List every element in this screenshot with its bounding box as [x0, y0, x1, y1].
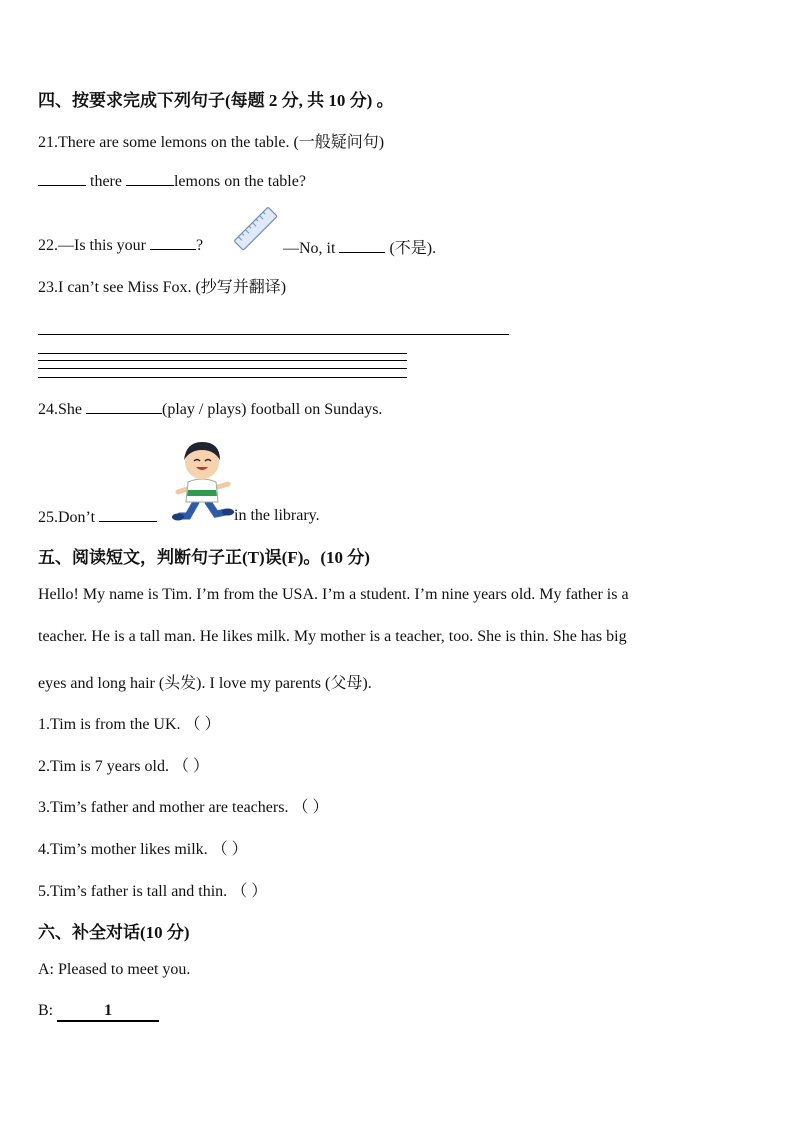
question-21-number: 21.	[38, 134, 58, 151]
writing-line	[38, 368, 407, 369]
blank[interactable]	[150, 235, 196, 250]
question-21-answer	[38, 171, 306, 191]
tf-item-text: 4.Tim’s mother likes milk.	[38, 841, 208, 858]
answer-word: there	[90, 173, 122, 190]
answer-parentheses[interactable]: （ ）	[184, 716, 221, 733]
tf-item-text: 3.Tim’s father and mother are teachers.	[38, 799, 289, 816]
blank[interactable]	[126, 171, 174, 186]
question-22-mid: —No, it	[283, 240, 336, 257]
blank[interactable]	[99, 507, 157, 522]
question-25	[38, 507, 157, 527]
tf-item	[38, 878, 267, 901]
section-6-heading: 六、补全对话(10 分)	[38, 923, 190, 942]
tf-item	[38, 753, 209, 776]
answer-parentheses[interactable]: （ ）	[211, 841, 248, 858]
passage-line: teacher. He is a tall man. He likes milk. My mother is a teacher, too. She is thin. She has big	[38, 628, 627, 645]
passage-line: eyes and long hair (头发). I love my parents (父母).	[38, 675, 372, 692]
question-24-suffix: (play / plays) football on Sundays.	[162, 401, 383, 418]
answer-parentheses[interactable]: （ ）	[231, 883, 268, 900]
dialogue-line-b	[38, 1002, 159, 1022]
writing-line	[38, 377, 407, 378]
dialogue-line-a: A: Pleased to meet you.	[38, 961, 191, 978]
tf-item	[38, 711, 221, 734]
passage-line: Hello! My name is Tim. I’m from the USA. I’m a student. I’m nine years old. My father is a	[38, 586, 629, 603]
tf-item-text: 2.Tim is 7 years old.	[38, 758, 169, 775]
question-25-suffix: in the library.	[234, 507, 320, 524]
question-24	[38, 399, 382, 419]
blank[interactable]	[86, 399, 162, 414]
answer-line	[38, 334, 509, 335]
question-mark: ?	[196, 237, 204, 254]
question-23: 23.I can’t see Miss Fox. (抄写并翻译)	[38, 279, 287, 296]
tf-item-text: 5.Tim’s father is tall and thin.	[38, 883, 228, 900]
question-24-prefix: 24.She	[38, 401, 82, 418]
question-22-end: (不是).	[389, 240, 437, 257]
question-25-prefix: 25.Don’t	[38, 509, 96, 526]
question-21	[38, 129, 384, 152]
tf-item-text: 1.Tim is from the UK.	[38, 716, 181, 733]
blank[interactable]	[339, 238, 385, 253]
answer-parentheses[interactable]: （ ）	[292, 799, 329, 816]
dialogue-blank[interactable]	[57, 1002, 159, 1022]
question-21-text: There are some lemons on the table. (一般疑问句)	[58, 134, 385, 151]
section-5-heading: 五、阅读短文，判断句子正(T)误(F)。(10 分)	[38, 548, 370, 567]
blank[interactable]	[38, 171, 86, 186]
section-4-heading: 四、按要求完成下列句子(每题 2 分, 共 10 分) 。	[38, 91, 394, 110]
answer-word: lemons on the table?	[173, 173, 306, 190]
ruler-icon	[230, 204, 282, 254]
writing-line	[38, 360, 407, 361]
blank-number: 1	[104, 1002, 113, 1019]
writing-line	[38, 353, 407, 354]
speaker-label: B:	[38, 1002, 54, 1019]
question-22-response	[283, 235, 436, 258]
running-boy-icon	[166, 436, 238, 526]
question-22	[38, 235, 203, 255]
tf-item	[38, 794, 328, 817]
question-22-prefix: 22.—Is this your	[38, 237, 146, 254]
tf-item	[38, 836, 248, 859]
answer-parentheses[interactable]: （ ）	[172, 758, 209, 775]
